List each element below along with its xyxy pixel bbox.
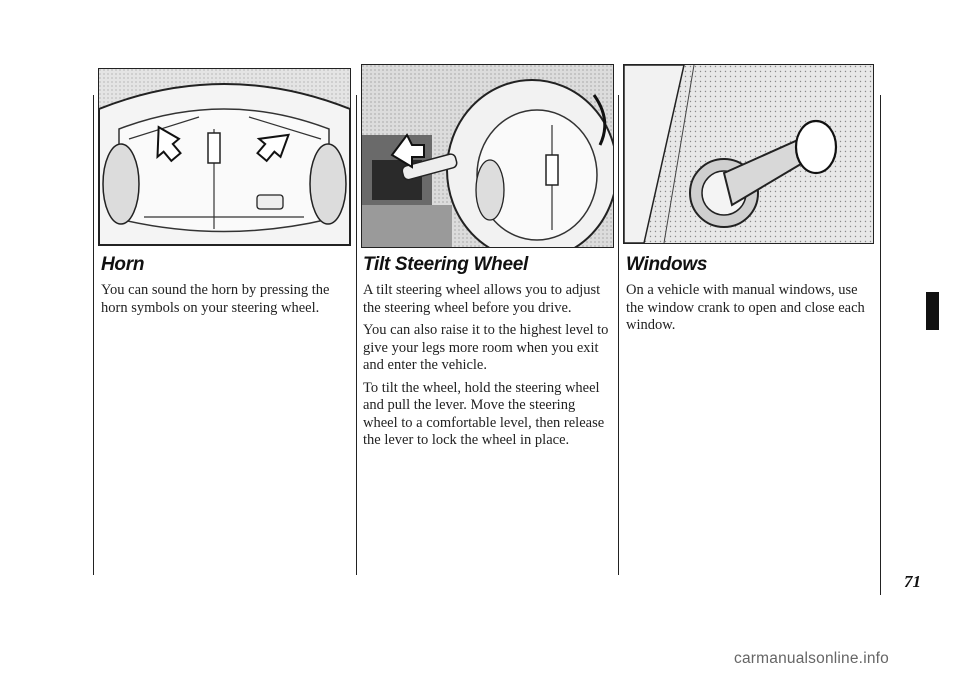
windows-heading: Windows <box>626 254 708 275</box>
tilt-body <box>363 282 613 455</box>
tilt-paragraph-2: You can also raise it to the highest level to give your legs more room when you exit and enter the vehicle. <box>363 322 609 373</box>
horn-heading: Horn <box>101 254 145 275</box>
tilt-paragraph-1: A tilt steering wheel allows you to adjust the steering wheel before you drive. <box>363 282 601 316</box>
column-rule-far-right <box>880 95 881 595</box>
column-rule-left <box>93 95 94 575</box>
section-tab-marker <box>926 292 939 330</box>
column-rule-right <box>618 95 619 575</box>
column-rule-middle <box>356 95 357 575</box>
page-number: 71 <box>904 572 921 591</box>
tilt-wheel-illustration <box>361 64 614 248</box>
horn-paragraph-1: You can sound the horn by pressing the horn symbols on your steering wheel. <box>101 282 330 316</box>
tilt-paragraph-3: To tilt the wheel, hold the steering wheel and pull the lever. Move the steering wheel to a comfortable level, then release the lever to lock the wheel in place. <box>363 379 605 448</box>
horn-body <box>101 282 351 322</box>
horn-illustration <box>98 68 351 246</box>
windows-paragraph-1: On a vehicle with manual windows, use the window crank to open and close each window. <box>626 282 865 333</box>
tilt-steering-wheel-heading: Tilt Steering Wheel <box>363 254 528 275</box>
watermark-text: carmanualsonline.info <box>734 650 889 667</box>
windows-body <box>626 282 876 340</box>
window-crank-illustration <box>623 64 874 244</box>
